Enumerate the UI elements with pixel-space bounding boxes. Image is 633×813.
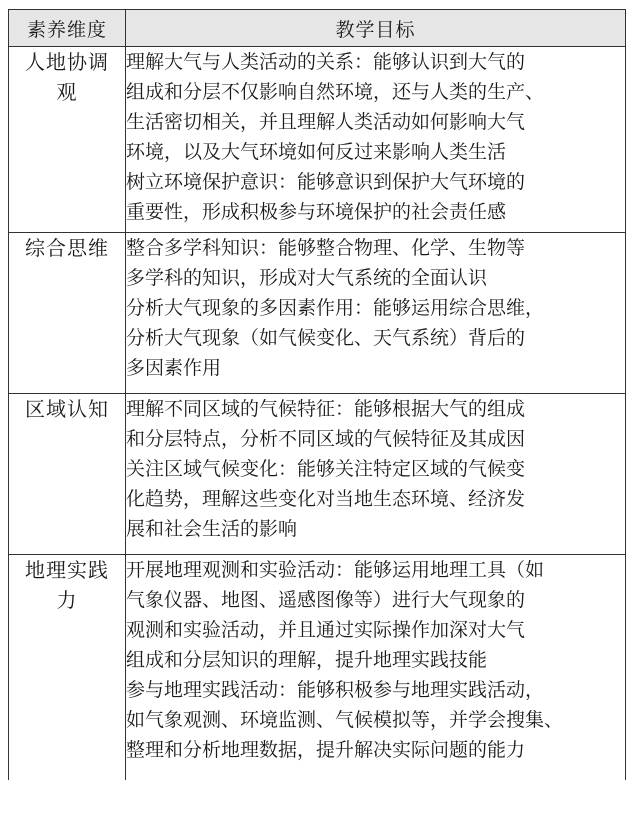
goal-line: 生活密切相关，并且理解人类活动如何影响大气 xyxy=(126,111,526,133)
header-goal: 教学目标 xyxy=(126,10,626,47)
table-header-row xyxy=(9,10,626,47)
goal-line: 整理和分析地理数据，提升解决实际问题的能力 xyxy=(126,739,526,761)
goal-cell xyxy=(126,394,626,555)
goal-line: 重要性，形成积极参与环境保护的社会责任感 xyxy=(126,201,507,223)
literacy-goals-table xyxy=(8,9,626,780)
goal-line: 展和社会生活的影响 xyxy=(126,518,298,540)
table-row xyxy=(9,555,626,781)
goal-line: 和分层特点，分析不同区域的气候特征及其成因 xyxy=(126,428,526,450)
goal-line: 气象仪器、地图、遥感图像等）进行大气现象的 xyxy=(126,589,526,611)
goal-line: 开展地理观测和实验活动：能够运用地理工具（如 xyxy=(126,559,545,581)
goal-line: 环境，以及大气环境如何反过来影响人类生活 xyxy=(126,141,507,163)
goal-line: 理解不同区域的气候特征：能够根据大气的组成 xyxy=(126,398,526,420)
goal-cell xyxy=(126,555,626,781)
dimension-label-line: 地理实践 xyxy=(25,558,109,582)
dimension-cell xyxy=(9,555,126,781)
goal-line: 树立环境保护意识：能够意识到保护大气环境的 xyxy=(126,171,526,193)
dimension-label-line: 力 xyxy=(56,588,78,612)
goal-line: 多因素作用 xyxy=(126,357,222,379)
goal-line: 组成和分层知识的理解，提升地理实践技能 xyxy=(126,649,488,671)
header-dimension: 素养维度 xyxy=(9,10,126,47)
goal-line: 分析大气现象的多因素作用：能够运用综合思维， xyxy=(126,297,545,319)
dimension-label-line: 观 xyxy=(56,80,78,104)
dimension-label-line: 综合思维 xyxy=(25,236,109,260)
goal-line: 参与地理实践活动：能够积极参与地理实践活动， xyxy=(126,679,545,701)
table-row xyxy=(9,47,626,233)
goal-line: 如气象观测、环境监测、气候模拟等，并学会搜集、 xyxy=(126,709,564,731)
goal-line: 整合多学科知识：能够整合物理、化学、生物等 xyxy=(126,237,526,259)
goal-line: 观测和实验活动，并且通过实际操作加深对大气 xyxy=(126,619,526,641)
dimension-cell xyxy=(9,47,126,233)
goal-line: 化趋势，理解这些变化对当地生态环境、经济发 xyxy=(126,488,526,510)
table-row xyxy=(9,233,626,394)
goal-line: 组成和分层不仅影响自然环境，还与人类的生产、 xyxy=(126,81,545,103)
goal-line: 关注区域气候变化：能够关注特定区域的气候变 xyxy=(126,458,526,480)
dimension-cell xyxy=(9,394,126,555)
dimension-label-line: 人地协调 xyxy=(25,50,109,74)
goal-line: 分析大气现象（如气候变化、天气系统）背后的 xyxy=(126,327,526,349)
goal-line: 理解大气与人类活动的关系：能够认识到大气的 xyxy=(126,51,526,73)
table-row xyxy=(9,394,626,555)
dimension-label-line: 区域认知 xyxy=(25,397,109,421)
goal-cell xyxy=(126,47,626,233)
goal-line: 多学科的知识，形成对大气系统的全面认识 xyxy=(126,267,488,289)
goal-cell xyxy=(126,233,626,394)
dimension-cell xyxy=(9,233,126,394)
